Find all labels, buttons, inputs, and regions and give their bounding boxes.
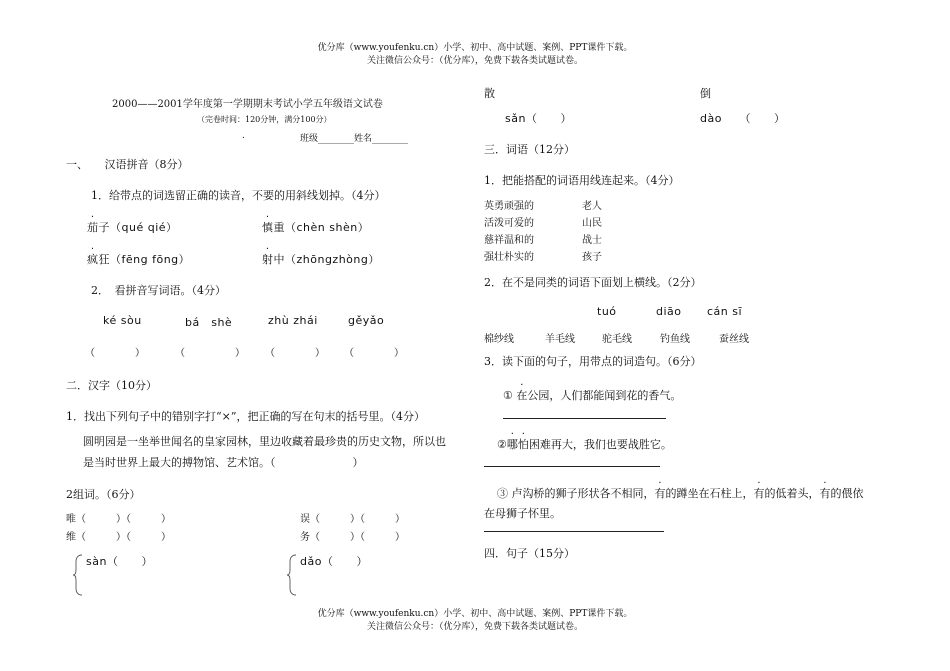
section1-title: 一、 汉语拼音（8分） — [66, 158, 189, 171]
dotted-char: 在 — [516, 389, 528, 402]
sentence-number: ② — [497, 438, 507, 451]
pinyin-4: gěyǎo — [348, 314, 385, 327]
group-char: 务 — [300, 532, 310, 543]
sentence-text: 的低着头， — [764, 487, 820, 500]
word-group-wu1 — [300, 510, 405, 525]
sec2-q1: 1．找出下列句子中的错别字打“×”，把正确的写在句末的括号里。（4分） — [66, 410, 425, 423]
sec2-sentence-line1: 圆明园是一坐举世闻名的皇家园林，里边收藏着最珍贵的历史文物，所以也 — [83, 435, 446, 448]
word-group-wei1 — [66, 510, 171, 525]
match-right-1: 老人 — [582, 201, 602, 212]
sec2-sentence-line2: 是当时世界上最大的搏物馆、艺术馆。（ ） — [83, 456, 364, 469]
dotted-char: 有 — [753, 487, 765, 500]
char-dao: 倒 — [700, 87, 711, 100]
sentence-number: ① — [503, 389, 513, 402]
sentence-1 — [503, 387, 681, 403]
match-left-1: 英勇顽强的 — [484, 201, 534, 212]
match-left-3: 慈祥温和的 — [484, 235, 534, 246]
q2-pinyin-cansi: cán sī — [707, 305, 743, 318]
match-right-2: 山民 — [582, 218, 602, 229]
pinyin-1: ké sòu — [103, 314, 142, 327]
reading-options: 子（qué qié） — [98, 221, 178, 234]
exam-title: 2000——2001学年度第一学期期末考试小学五年级语文试卷 — [112, 99, 383, 110]
answer-line-2[interactable] — [484, 466, 660, 467]
sentence-2 — [497, 436, 672, 452]
sentence-3-line1 — [497, 485, 864, 501]
sec3-q1: 1．把能搭配的词语用线连起来。（4分） — [484, 174, 680, 187]
sentence-text: ③ 卢沟桥的狮子形状各不相同， — [497, 487, 655, 500]
match-right-3: 战士 — [582, 235, 602, 246]
dotted-char: 茄 — [87, 221, 99, 234]
match-right-4: 孩子 — [582, 252, 602, 263]
page-footer-line1: 优分库（www.youfenku.cn）小学、初中、高中试题、案例、PPT课件下载。 — [317, 609, 633, 619]
answer-bracket-1[interactable]: （ ） — [85, 348, 145, 359]
dotted-char: 疯 — [87, 253, 99, 266]
polyphone-dao: dǎo（ ） — [300, 555, 368, 568]
group-blanks[interactable]: （ ）（ ） — [310, 514, 405, 525]
reading-options: 狂（fēng fōng） — [98, 253, 191, 266]
sec3-q3: 3．读下面的句子，用带点的词造句。（6分） — [484, 355, 702, 368]
sentence-text: 公园，人们都能闻到花的香气。 — [527, 389, 682, 402]
sec3-q2: 2．在不是同类的词语下面划上横线。（2分） — [484, 276, 702, 289]
reading-options: 中（zhōngzhòng） — [273, 253, 380, 266]
group-char: 唯 — [66, 514, 76, 525]
sentence-text: 的偎依 — [830, 487, 864, 500]
answer-bracket-4[interactable]: （ ） — [344, 348, 404, 359]
answer-line-3[interactable] — [484, 531, 664, 532]
q2-word-2: 羊毛线 — [545, 334, 575, 345]
group-char: 误 — [300, 514, 310, 525]
q2-word-3: 驼毛线 — [602, 334, 632, 345]
exam-subtitle: （完卷时间：120分钟，满分100分） — [197, 115, 332, 124]
dot-mark: . — [242, 131, 245, 141]
san-reading: sǎn（ ） — [505, 112, 572, 125]
left-brace-icon — [72, 554, 84, 596]
dotted-char: 哪 — [506, 438, 518, 451]
group-blanks[interactable]: （ ）（ ） — [76, 514, 171, 525]
sentence-text: 的蹲坐在石柱上， — [665, 487, 754, 500]
section2-title: 二．汉字（10分） — [66, 379, 157, 392]
word-group-wu2 — [300, 528, 405, 543]
sentence-text: 困难再大，我们也要战胜它。 — [528, 438, 672, 451]
match-left-4: 强壮朴实的 — [484, 252, 534, 263]
q2-word-5: 蚕丝线 — [719, 334, 749, 345]
word-group-wei2 — [66, 528, 171, 543]
polyphone-san: sàn（ ） — [86, 555, 153, 568]
answer-line-1[interactable] — [503, 418, 666, 419]
reading-options: 重（chèn shèn） — [273, 221, 370, 234]
page-footer-line2: 关注微信公众号：（优分库），免费下载各类试题试卷。 — [366, 622, 583, 632]
group-char: 维 — [66, 532, 76, 543]
page-header-line2: 关注微信公众号：（优分库），免费下载各类试题试卷。 — [366, 56, 583, 66]
left-brace-icon — [286, 554, 298, 596]
dotted-char: 射 — [262, 253, 274, 266]
group-blanks[interactable]: （ ）（ ） — [310, 532, 405, 543]
sec2-q2: 2组词。（6分） — [66, 488, 141, 501]
group-blanks[interactable]: （ ）（ ） — [76, 532, 171, 543]
pinyin-3: zhù zhái — [268, 314, 318, 327]
section4-title: 四．句子（15分） — [484, 547, 575, 560]
dotted-char: 怕 — [517, 438, 529, 451]
word-qiezi — [87, 219, 178, 235]
pinyin-2: bá shè — [185, 316, 233, 329]
dao-reading: dào （ ） — [700, 112, 786, 125]
q2-pinyin-tuo: tuó — [597, 305, 617, 318]
char-san: 散 — [484, 87, 495, 100]
dotted-char: 慎 — [262, 221, 274, 234]
section3-title: 三．词语（12分） — [484, 143, 575, 156]
answer-bracket-2[interactable]: （ ） — [175, 348, 245, 359]
dotted-char: 有 — [654, 487, 666, 500]
word-shezhong — [262, 251, 380, 267]
page-header-line1: 优分库（www.youfenku.cn）小学、初中、高中试题、案例、PPT课件下载。 — [317, 43, 633, 53]
match-left-2: 活泼可爱的 — [484, 218, 534, 229]
sec1-q1: 1．给带点的词选留正确的读音，不要的用斜线划掉。（4分） — [91, 189, 386, 202]
dotted-char: 有 — [819, 487, 831, 500]
answer-bracket-3[interactable]: （ ） — [265, 348, 325, 359]
word-shenzhong — [262, 219, 369, 235]
q2-word-4: 钓鱼线 — [660, 334, 690, 345]
q2-word-1: 棉纱线 — [484, 334, 514, 345]
q2-pinyin-diao: diāo — [656, 305, 682, 318]
class-name-line: 班级________姓名________ — [300, 134, 409, 144]
sentence-3-line2: 在母狮子怀里。 — [484, 507, 561, 520]
word-fengkuang — [87, 251, 190, 267]
sec1-q2: 2． 看拼音写词语。（4分） — [91, 284, 226, 297]
